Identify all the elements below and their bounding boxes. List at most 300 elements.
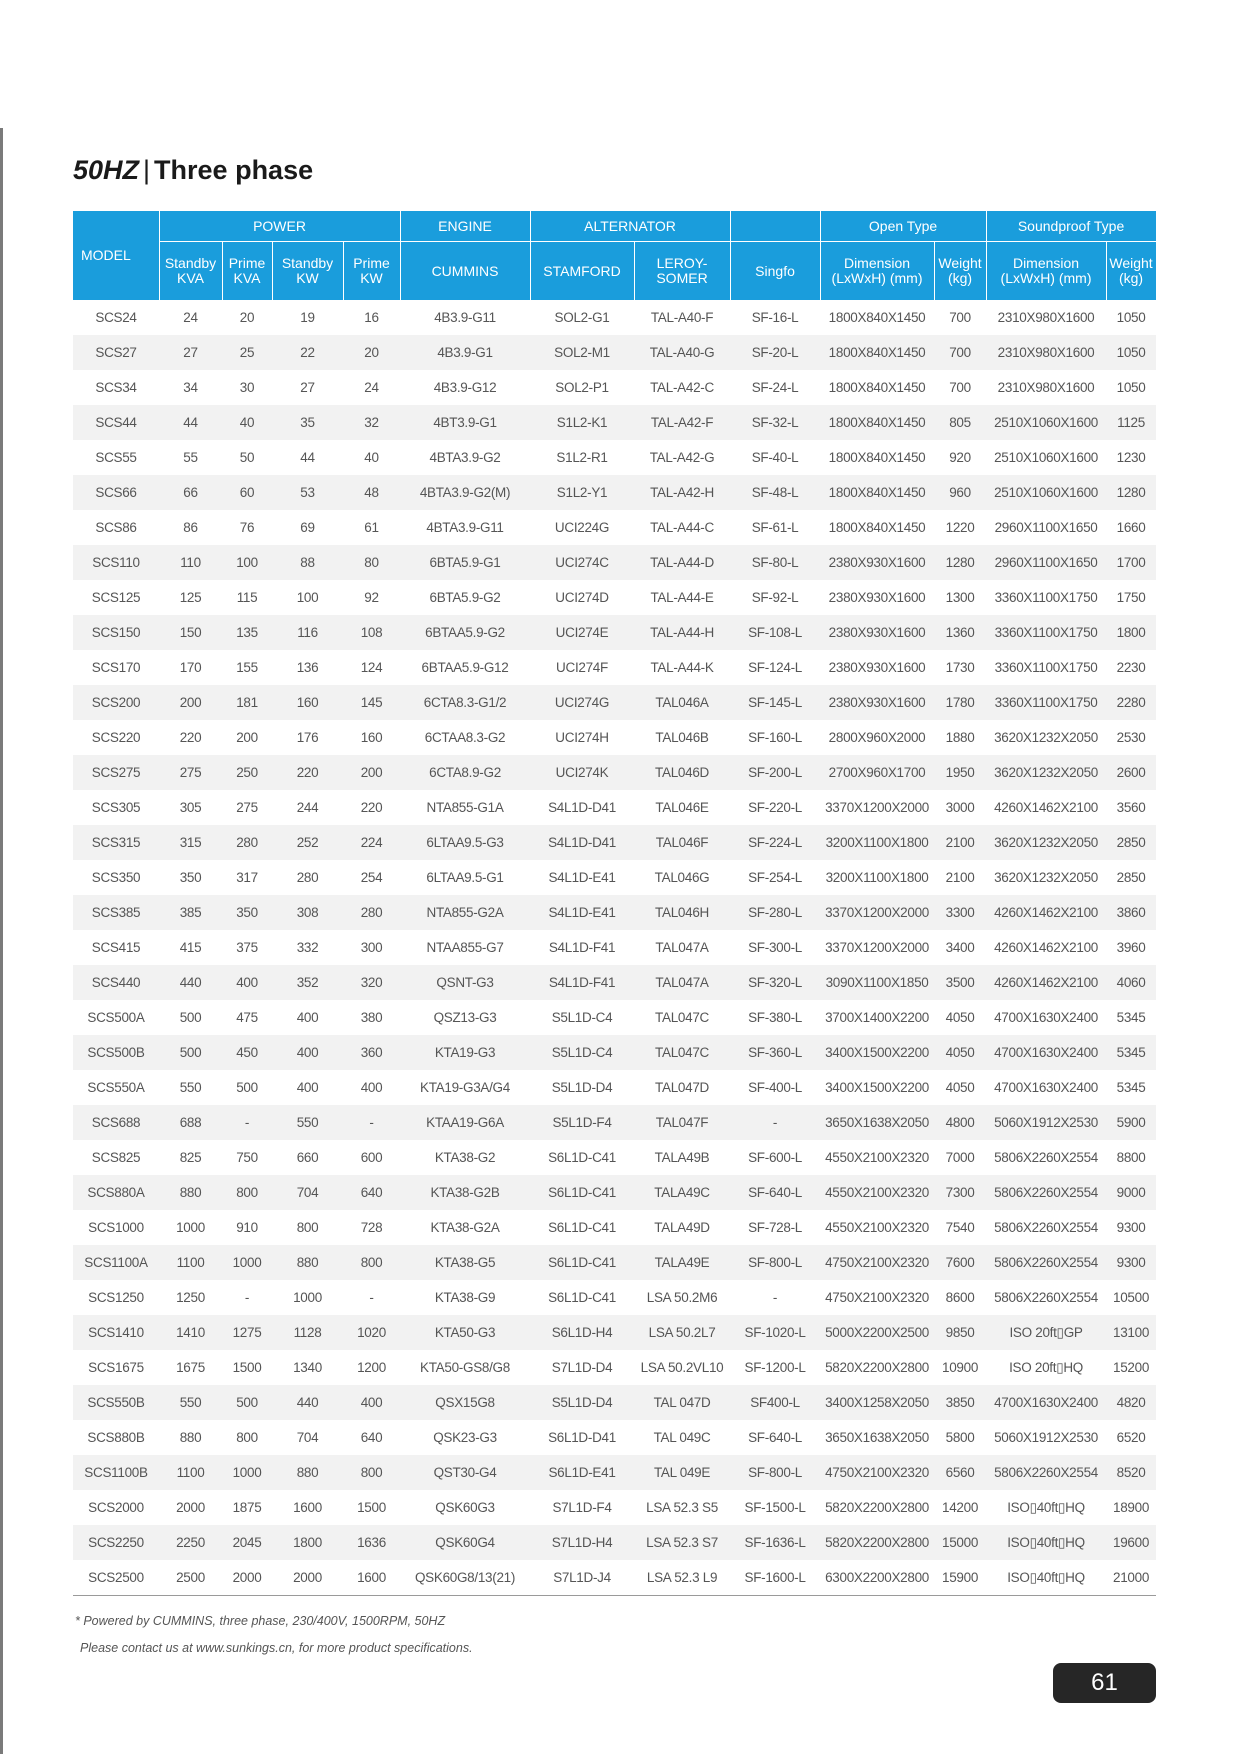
cell-cummins-engine: KTA19-G3A/G4 (420, 1080, 510, 1095)
cell-prime-kva: 910 (236, 1220, 258, 1235)
cell-open-weight: 3000 (945, 800, 975, 815)
cell-cummins-engine: 4B3.9-G12 (433, 380, 497, 395)
cell-singfo: SF-48-L (730, 475, 820, 510)
cell-standby-kw: 800 (296, 1220, 319, 1235)
cell-leroy-somer: TAL-A42-F (634, 405, 730, 440)
cell-stamford: UCI274F (556, 660, 608, 675)
cell-prime-kw: 145 (343, 685, 400, 720)
cell-soundproof-dimension: 2960X1100X1650 (994, 520, 1098, 535)
cell-prime-kw: 1600 (343, 1560, 400, 1596)
table-row (73, 895, 1156, 930)
cell-model: SCS27 (73, 335, 159, 370)
cell-prime-kva: 2000 (222, 1560, 272, 1596)
cell-standby-kva: 34 (183, 380, 198, 395)
cell-leroy-somer: TAL047C (634, 1035, 730, 1070)
cell-open-dimension: 1800X840X1450 (820, 475, 934, 510)
table-row (73, 1070, 1156, 1105)
cell-open-dimension: 4750X2100X2320 (825, 1290, 929, 1305)
cell-cummins-engine: QSZ13-G3 (433, 1010, 497, 1025)
cell-standby-kw: 400 (296, 1010, 319, 1025)
cell-prime-kw: 16 (364, 310, 379, 325)
cell-soundproof-weight: 5345 (1116, 1010, 1146, 1025)
cell-cummins-engine: 4BTA3.9-G11 (426, 520, 504, 535)
cell-singfo: SF-640-L (730, 1175, 820, 1210)
cell-prime-kw: 200 (343, 755, 400, 790)
cell-cummins-engine: NTA855-G2A (400, 895, 530, 930)
header-prime-kva: Prime KVA (222, 242, 272, 301)
cell-standby-kva: 1410 (159, 1315, 222, 1350)
cell-stamford: SOL2-M1 (530, 335, 634, 370)
cell-soundproof-weight: 4060 (1106, 965, 1156, 1000)
cell-open-weight: 10900 (942, 1360, 979, 1375)
cell-stamford: S6L1D-C41 (548, 1290, 616, 1305)
cell-standby-kva: 688 (159, 1105, 222, 1140)
cell-prime-kw: 360 (343, 1035, 400, 1070)
cell-standby-kva: 880 (179, 1430, 202, 1445)
cell-open-dimension: 4750X2100X2320 (820, 1455, 934, 1490)
cell-open-weight: 1280 (934, 545, 986, 580)
cell-prime-kva: 135 (222, 615, 272, 650)
cell-standby-kw: 220 (272, 755, 343, 790)
cell-singfo: - (772, 1290, 778, 1305)
table-row (73, 1490, 1156, 1525)
cell-prime-kva: 500 (236, 1080, 258, 1095)
cell-model: SCS275 (73, 755, 159, 790)
cell-model: SCS170 (91, 660, 141, 675)
cell-prime-kva: 1275 (222, 1315, 272, 1350)
cell-prime-kva: 76 (239, 520, 255, 535)
cell-leroy-somer: TAL-A40-G (634, 335, 730, 370)
cell-prime-kw: 1020 (343, 1315, 400, 1350)
left-margin-rule (0, 128, 3, 1754)
cell-open-dimension: 3200X1100X1800 (825, 870, 929, 885)
cell-leroy-somer: TAL-A42-G (649, 450, 715, 465)
cell-soundproof-dimension: 3360X1100X1750 (994, 660, 1098, 675)
table-row (73, 1525, 1156, 1560)
table-row (73, 615, 1156, 650)
cell-open-weight: 1730 (945, 660, 975, 675)
cell-soundproof-dimension: 2510X1060X1600 (986, 475, 1106, 510)
cell-open-dimension: 3400X1500X2200 (825, 1080, 929, 1095)
cell-leroy-somer: TAL-A44-D (634, 545, 730, 580)
cell-standby-kva: 150 (159, 615, 222, 650)
cell-open-dimension: 3650X1638X2050 (825, 1430, 929, 1445)
cell-standby-kw: 440 (272, 1385, 343, 1420)
cell-open-weight: 1220 (945, 520, 975, 535)
cell-soundproof-dimension: 2960X1100X1650 (986, 545, 1106, 580)
cell-stamford: S5L1D-F4 (530, 1105, 634, 1140)
cell-prime-kva: - (244, 1290, 250, 1305)
cell-standby-kva: 275 (159, 755, 222, 790)
cell-stamford: S6L1D-E41 (530, 1455, 634, 1490)
cell-cummins-engine: NTA855-G1A (426, 800, 504, 815)
cell-soundproof-weight: 1050 (1116, 380, 1146, 395)
cell-open-dimension: 5820X2200X2800 (825, 1360, 929, 1375)
cell-standby-kw: 44 (300, 450, 315, 465)
table-row (73, 790, 1156, 825)
cell-prime-kw: 320 (343, 965, 400, 1000)
cell-soundproof-dimension: 4260X1462X2100 (986, 965, 1106, 1000)
cell-standby-kw: 880 (272, 1455, 343, 1490)
cell-open-dimension: 5000X2200X2500 (820, 1315, 934, 1350)
table-row (73, 1315, 1156, 1350)
cell-model: SCS44 (73, 405, 159, 440)
cell-stamford: S6L1D-D41 (548, 1430, 616, 1445)
cell-model: SCS2500 (73, 1560, 159, 1596)
cell-soundproof-dimension: 5806X2260X2554 (986, 1175, 1106, 1210)
cell-singfo: SF-360-L (730, 1035, 820, 1070)
cell-soundproof-weight: 2850 (1116, 870, 1146, 885)
cell-prime-kva: 250 (222, 755, 272, 790)
cell-standby-kva: 2500 (159, 1560, 222, 1596)
cell-standby-kva: 415 (179, 940, 202, 955)
cell-leroy-somer: TALA49D (654, 1220, 710, 1235)
cell-model: SCS150 (73, 615, 159, 650)
cell-stamford: UCI274H (555, 730, 609, 745)
cell-singfo: SF-280-L (730, 895, 820, 930)
cell-cummins-engine: NTAA855-G7 (426, 940, 504, 955)
cell-cummins-engine: 4BTA3.9-G2(M) (400, 475, 530, 510)
cell-stamford: S1L2-R1 (556, 450, 608, 465)
cell-leroy-somer: TAL-A44-C (650, 520, 714, 535)
cell-prime-kw: 640 (343, 1175, 400, 1210)
cell-open-dimension: 2700X960X1700 (820, 755, 934, 790)
cell-soundproof-dimension: 5806X2260X2554 (994, 1220, 1098, 1235)
cell-standby-kva: 86 (183, 520, 198, 535)
cell-open-dimension: 4550X2100X2320 (825, 1150, 929, 1165)
cell-leroy-somer: TAL046H (634, 895, 730, 930)
cell-standby-kva: 550 (159, 1385, 222, 1420)
cell-standby-kw: 252 (272, 825, 343, 860)
cell-standby-kw: 308 (272, 895, 343, 930)
cell-standby-kva: 27 (159, 335, 222, 370)
cell-model: SCS220 (91, 730, 141, 745)
cell-stamford: S7L1D-J4 (530, 1560, 634, 1596)
cell-standby-kva: 440 (159, 965, 222, 1000)
cell-prime-kva: 475 (236, 1010, 258, 1025)
table-row (73, 510, 1156, 545)
cell-prime-kva: 1000 (222, 1455, 272, 1490)
cell-leroy-somer: TAL046A (634, 685, 730, 720)
cell-standby-kva: 880 (159, 1175, 222, 1210)
cell-stamford: UCI274E (530, 615, 634, 650)
cell-standby-kva: 1100 (159, 1455, 222, 1490)
cell-model: SCS2000 (88, 1500, 144, 1515)
cell-soundproof-weight: 3560 (1116, 800, 1146, 815)
cell-cummins-engine: 6LTAA9.5-G1 (426, 870, 504, 885)
cell-open-weight: 700 (949, 380, 971, 395)
cell-singfo: SF-16-L (751, 310, 799, 325)
cell-cummins-engine: 6CTA8.9-G2 (400, 755, 530, 790)
cell-leroy-somer: TAL-A44-H (634, 615, 730, 650)
cell-standby-kva: 550 (179, 1080, 202, 1095)
cell-leroy-somer: TAL 047D (634, 1385, 730, 1420)
cell-open-dimension: 4550X2100X2320 (820, 1175, 934, 1210)
table-row (73, 720, 1156, 755)
cell-model: SCS1250 (88, 1290, 144, 1305)
cell-soundproof-weight: 1050 (1116, 310, 1146, 325)
cell-open-weight: 3400 (945, 940, 975, 955)
cell-open-dimension: 2380X930X1600 (828, 590, 926, 605)
cell-soundproof-weight: 5900 (1106, 1105, 1156, 1140)
cell-standby-kw: 27 (300, 380, 315, 395)
cell-stamford: UCI224G (554, 520, 610, 535)
cell-prime-kva: 100 (222, 545, 272, 580)
cell-prime-kw: 61 (364, 520, 379, 535)
cell-soundproof-dimension: 3620X1232X2050 (994, 730, 1098, 745)
cell-open-weight: 4050 (945, 1080, 975, 1095)
table-body (73, 300, 1156, 1596)
cell-soundproof-weight: 4820 (1106, 1385, 1156, 1420)
cell-model: SCS24 (95, 310, 137, 325)
table-row (73, 440, 1156, 475)
cell-standby-kva: 44 (159, 405, 222, 440)
cell-soundproof-weight: 5345 (1106, 1035, 1156, 1070)
cell-prime-kw: 124 (360, 660, 383, 675)
header-standby-kw: Standby KW (272, 242, 343, 301)
cell-leroy-somer: TAL-A40-F (650, 310, 714, 325)
cell-soundproof-dimension: 4260X1462X2100 (994, 800, 1098, 815)
cell-stamford: S5L1D-C4 (530, 1035, 634, 1070)
cell-open-weight: 8600 (945, 1290, 975, 1305)
cell-cummins-engine: KTA38-G5 (400, 1245, 530, 1280)
cell-model: SCS125 (91, 590, 141, 605)
cell-standby-kva: 350 (179, 870, 202, 885)
cell-stamford: SOL2-G1 (554, 310, 610, 325)
table-row (73, 860, 1156, 895)
cell-soundproof-weight: 1125 (1106, 405, 1156, 440)
cell-singfo: SF-1200-L (744, 1360, 806, 1375)
table-row (73, 545, 1156, 580)
cell-open-weight: 6560 (934, 1455, 986, 1490)
cell-prime-kw: 48 (343, 475, 400, 510)
cell-leroy-somer: TAL046D (634, 755, 730, 790)
cell-singfo: SF-300-L (748, 940, 802, 955)
cell-model: SCS500A (87, 1010, 145, 1025)
header-alternator: ALTERNATOR (530, 211, 730, 242)
cell-open-dimension: 2380X930X1600 (820, 545, 934, 580)
cell-open-dimension: 3700X1400X2200 (825, 1010, 929, 1025)
cell-singfo: SF-92-L (751, 590, 799, 605)
cell-model: SCS825 (91, 1150, 141, 1165)
cell-open-weight: 3850 (934, 1385, 986, 1420)
cell-prime-kva: 450 (222, 1035, 272, 1070)
table-row (73, 965, 1156, 1000)
cell-soundproof-dimension: ISO▯40ft▯HQ (1007, 1499, 1085, 1515)
cell-leroy-somer: TAL047A (655, 940, 709, 955)
cell-open-weight: 700 (934, 335, 986, 370)
cell-prime-kw: 24 (364, 380, 379, 395)
cell-prime-kva: 500 (222, 1385, 272, 1420)
cell-open-dimension: 5820X2200X2800 (820, 1525, 934, 1560)
cell-soundproof-weight: 2280 (1106, 685, 1156, 720)
cell-open-dimension: 3370X1200X2000 (825, 940, 929, 955)
cell-prime-kw: 728 (360, 1220, 383, 1235)
cell-leroy-somer: TAL047D (655, 1080, 709, 1095)
cell-standby-kw: 1000 (293, 1290, 322, 1305)
cell-prime-kva: 275 (236, 800, 258, 815)
cell-soundproof-dimension: 2310X980X1600 (986, 335, 1106, 370)
cell-open-weight: 920 (949, 450, 971, 465)
cell-open-weight: 2100 (945, 870, 975, 885)
cell-singfo: - (730, 1105, 820, 1140)
cell-open-dimension: 2800X960X2000 (828, 730, 926, 745)
cell-model: SCS34 (95, 380, 137, 395)
cell-soundproof-weight: 8800 (1116, 1150, 1146, 1165)
cell-prime-kva: 40 (222, 405, 272, 440)
cell-leroy-somer: LSA 50.2VL10 (640, 1360, 724, 1375)
cell-singfo: SF-32-L (730, 405, 820, 440)
cell-singfo: SF-160-L (748, 730, 802, 745)
header-cummins: CUMMINS (400, 242, 530, 301)
table-row (73, 1000, 1156, 1035)
cell-leroy-somer: TAL047F (634, 1105, 730, 1140)
cell-leroy-somer: TAL-A42-C (650, 380, 714, 395)
cell-cummins-engine: QST30-G4 (400, 1455, 530, 1490)
table-row (73, 1455, 1156, 1490)
cell-open-dimension: 1800X840X1450 (820, 335, 934, 370)
cell-standby-kw: 69 (300, 520, 315, 535)
cell-open-weight: 2100 (934, 825, 986, 860)
table-row (73, 650, 1156, 685)
cell-stamford: S6L1D-C41 (530, 1175, 634, 1210)
cell-singfo: SF-20-L (730, 335, 820, 370)
cell-stamford: S1L2-Y1 (530, 475, 634, 510)
cell-open-weight: 1950 (934, 755, 986, 790)
cell-stamford: S1L2-K1 (530, 405, 634, 440)
cell-soundproof-weight: 6520 (1116, 1430, 1146, 1445)
cell-model: SCS1100A (73, 1245, 159, 1280)
cell-prime-kw: 224 (343, 825, 400, 860)
cell-singfo: SF-220-L (748, 800, 802, 815)
cell-prime-kw: 1500 (357, 1500, 386, 1515)
cell-singfo: SF-108-L (730, 615, 820, 650)
cell-stamford: UCI274K (530, 755, 634, 790)
cell-prime-kw: 32 (343, 405, 400, 440)
cell-singfo: SF-200-L (730, 755, 820, 790)
cell-open-weight: 15900 (934, 1560, 986, 1596)
cell-prime-kva: 317 (236, 870, 258, 885)
cell-open-dimension: 3400X1500X2200 (820, 1035, 934, 1070)
cell-singfo: SF-640-L (748, 1430, 802, 1445)
cell-standby-kw: 1128 (272, 1315, 343, 1350)
cell-singfo: SF-1600-L (730, 1560, 820, 1596)
title-separator: | (143, 155, 151, 185)
cell-soundproof-weight: 9300 (1106, 1245, 1156, 1280)
cell-standby-kw: 280 (296, 870, 319, 885)
cell-stamford: S7L1D-D4 (551, 1360, 613, 1375)
cell-standby-kva: 1675 (176, 1360, 205, 1375)
table-row (73, 1420, 1156, 1455)
cell-open-weight: 15000 (934, 1525, 986, 1560)
cell-standby-kw: 332 (296, 940, 319, 955)
cell-soundproof-dimension: 3620X1232X2050 (994, 870, 1098, 885)
cell-model: SCS1410 (73, 1315, 159, 1350)
cell-prime-kva: 750 (236, 1150, 258, 1165)
cell-soundproof-dimension: 3620X1232X2050 (986, 755, 1106, 790)
cell-standby-kw: 1340 (293, 1360, 322, 1375)
cell-open-dimension: 3650X1638X2050 (820, 1105, 934, 1140)
cell-standby-kw: 176 (296, 730, 319, 745)
specifications-table (73, 211, 1157, 1596)
header-alternator-blank (730, 211, 820, 242)
cell-soundproof-dimension: ISO▯40ft▯HQ (986, 1560, 1106, 1596)
cell-prime-kw: 380 (360, 1010, 383, 1025)
table-row (73, 825, 1156, 860)
cell-soundproof-weight: 15200 (1113, 1360, 1150, 1375)
cell-open-weight: 4800 (934, 1105, 986, 1140)
cell-soundproof-dimension: 5806X2260X2554 (986, 1455, 1106, 1490)
cell-standby-kw: 88 (272, 545, 343, 580)
cell-prime-kw: - (369, 1290, 374, 1305)
cell-singfo: SF-1500-L (744, 1500, 806, 1515)
cell-soundproof-dimension: 3360X1100X1750 (994, 590, 1098, 605)
cell-soundproof-weight: 2600 (1106, 755, 1156, 790)
cell-standby-kw: 880 (272, 1245, 343, 1280)
cell-standby-kw: 704 (272, 1175, 343, 1210)
cell-open-weight: 14200 (942, 1500, 979, 1515)
cell-prime-kva: 30 (239, 380, 255, 395)
cell-soundproof-weight: 9300 (1116, 1220, 1146, 1235)
cell-leroy-somer: TAL-A42-H (634, 475, 730, 510)
cell-open-dimension: 3090X1100X1850 (820, 965, 934, 1000)
header-stamford: STAMFORD (530, 242, 634, 301)
cell-prime-kw: 300 (360, 940, 383, 955)
header-power: POWER (159, 211, 400, 242)
table-row (73, 1035, 1156, 1070)
cell-prime-kw: 1636 (343, 1525, 400, 1560)
cell-model: SCS1000 (88, 1220, 144, 1235)
cell-leroy-somer: TALA49C (634, 1175, 730, 1210)
cell-soundproof-weight: 21000 (1106, 1560, 1156, 1596)
table-row (73, 1105, 1156, 1140)
cell-leroy-somer: TALA49B (654, 1150, 710, 1165)
cell-singfo: SF-224-L (730, 825, 820, 860)
cell-open-weight: 700 (949, 310, 971, 325)
cell-standby-kva: 385 (159, 895, 222, 930)
cell-prime-kw: 20 (343, 335, 400, 370)
cell-soundproof-dimension: 5806X2260X2554 (994, 1290, 1098, 1305)
cell-singfo: SF-24-L (751, 380, 799, 395)
cell-open-dimension: 1800X840X1450 (828, 380, 926, 395)
header-prime-kw: Prime KW (343, 242, 400, 301)
cell-prime-kva: 280 (222, 825, 272, 860)
cell-standby-kw: 35 (272, 405, 343, 440)
cell-model: SCS550B (73, 1385, 159, 1420)
cell-soundproof-weight: 3860 (1106, 895, 1156, 930)
cell-prime-kw: 80 (343, 545, 400, 580)
cell-soundproof-weight: 13100 (1106, 1315, 1156, 1350)
cell-cummins-engine: KTA50-G3 (400, 1315, 530, 1350)
cell-open-dimension: 5820X2200X2800 (825, 1500, 929, 1515)
cell-open-dimension: 6300X2200X2800 (820, 1560, 934, 1596)
cell-prime-kva: 400 (222, 965, 272, 1000)
table-row (73, 755, 1156, 790)
cell-prime-kw: 92 (364, 590, 379, 605)
cell-open-dimension: 4750X2100X2320 (820, 1245, 934, 1280)
cell-soundproof-dimension: 4700X1630X2400 (994, 1080, 1098, 1095)
cell-open-dimension: 3370X1200X2000 (820, 895, 934, 930)
cell-cummins-engine: 6CTAA8.3-G2 (424, 730, 506, 745)
cell-singfo: SF-145-L (730, 685, 820, 720)
cell-cummins-engine: 4B3.9-G11 (434, 310, 496, 325)
cell-standby-kw: 1600 (293, 1500, 322, 1515)
cell-prime-kw: 800 (343, 1455, 400, 1490)
cell-singfo: SF-1636-L (730, 1525, 820, 1560)
cell-prime-kva: 1500 (232, 1360, 262, 1375)
cell-soundproof-dimension: 2310X980X1600 (997, 310, 1095, 325)
cell-cummins-engine: KTA50-GS8/G8 (420, 1360, 510, 1375)
